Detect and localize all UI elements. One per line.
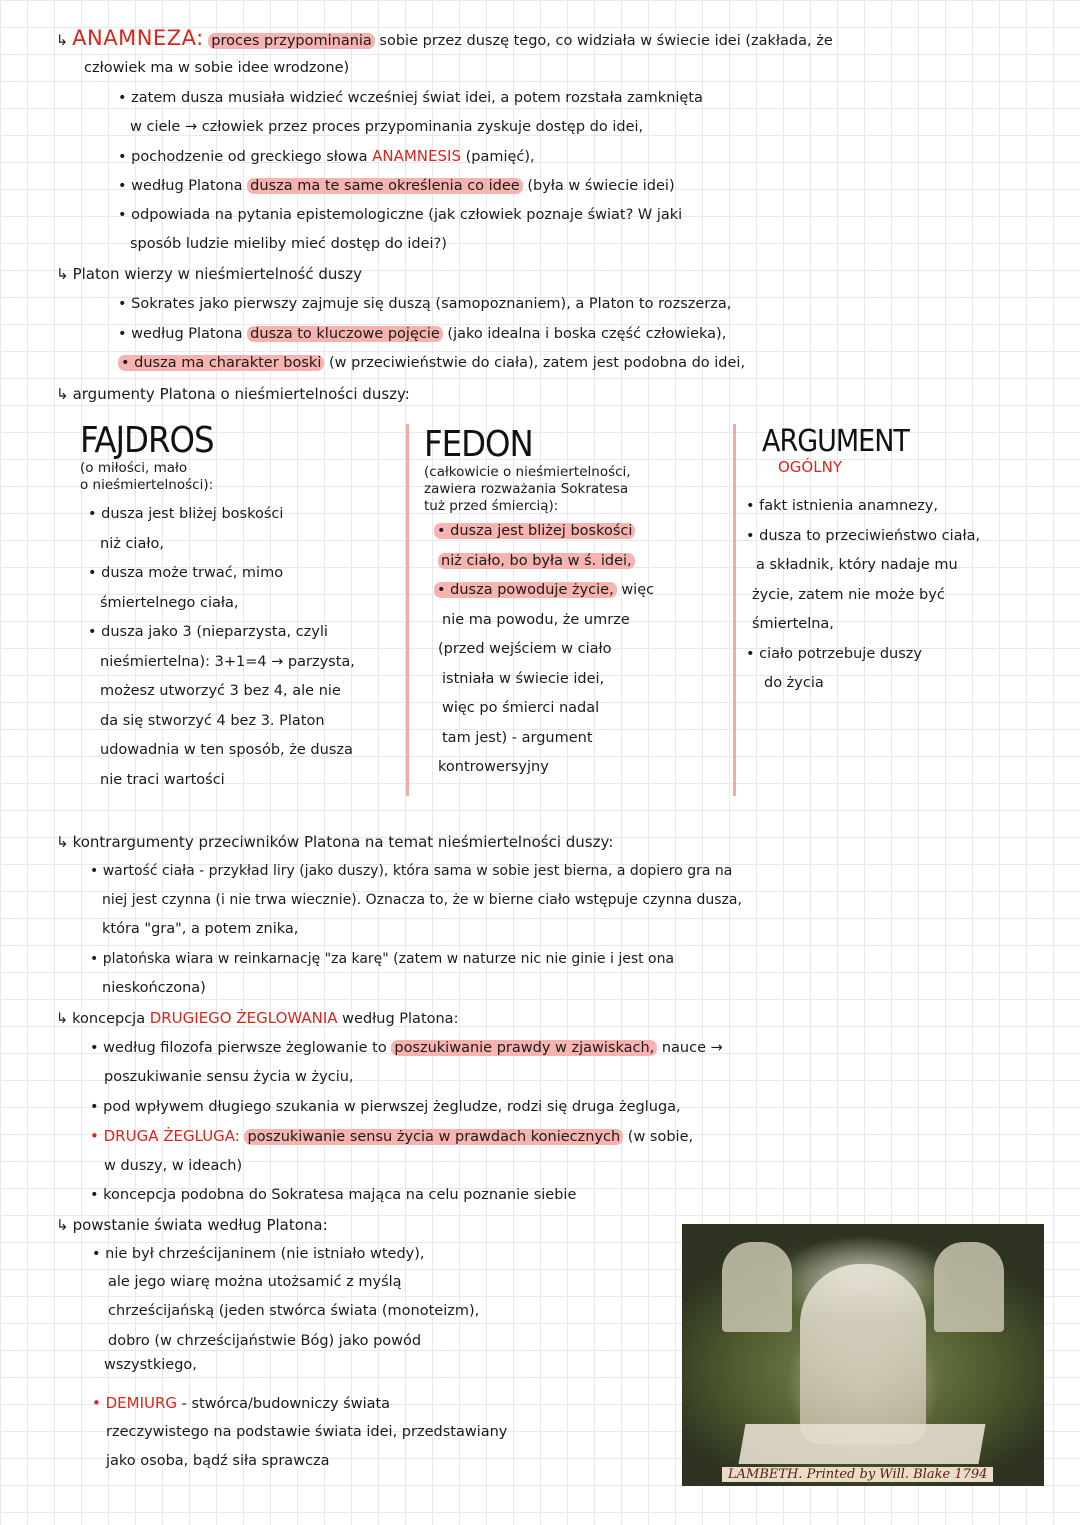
fajdros-line: • dusza jest bliżej boskości	[88, 506, 284, 522]
arrow-icon: ↳	[56, 265, 69, 283]
highlight: proces przypominania	[208, 33, 375, 49]
zeglowanie-line-3: • pod wpływem długiego szukania w pierwszej żegludze, rodzi się druga żegluga,	[90, 1099, 681, 1115]
column-divider	[733, 424, 736, 796]
powstanie-line-7: rzeczywistego na podstawie świata idei, przedstawiany	[106, 1424, 508, 1440]
highlight: • dusza jest bliżej boskości	[434, 523, 635, 539]
arrow-icon: ↳	[56, 1216, 69, 1234]
platon-bullet-2: • według Platona dusza to kluczowe pojęcie (jako idealna i boska część człowieka),	[118, 326, 727, 342]
image-caption: LAMBETH. Printed by Will. Blake 1794	[722, 1467, 993, 1482]
anamnesis-term: ANAMNESIS	[372, 147, 461, 165]
ogolny-line: śmiertelna,	[752, 616, 834, 632]
fajdros-title: FAJDROS	[80, 420, 214, 461]
ogolny-line: do życia	[764, 675, 824, 691]
powstanie-heading: ↳ powstanie świata według Platona:	[56, 1216, 328, 1234]
highlight: • dusza powoduje życie,	[434, 582, 617, 598]
powstanie-line-5: wszystkiego,	[104, 1357, 197, 1373]
fedon-line: kontrowersyjny	[438, 759, 549, 775]
ogolny-title: ARGUMENT	[762, 424, 909, 459]
anamneza-bullet-2: • pochodzenie od greckiego słowa ANAMNESIS (pamięć),	[118, 147, 535, 165]
powstanie-line-8: jako osoba, bądź siła sprawcza	[106, 1453, 330, 1469]
fajdros-line: śmiertelnego ciała,	[100, 594, 239, 611]
figure-shape	[800, 1264, 926, 1444]
ogolny-line: • ciało potrzebuje duszy	[746, 645, 922, 662]
zeglowanie-line-1: • według filozofa pierwsze żeglowanie to poszukiwanie prawdy w zjawiskach, nauce →	[90, 1040, 723, 1056]
highlight: niż ciało, bo była w ś. idei,	[438, 553, 635, 569]
fajdros-line: nie traci wartości	[100, 771, 225, 788]
fajdros-line: udowadnia w ten sposób, że dusza	[100, 742, 353, 758]
fedon-line: tam jest) - argument	[442, 729, 593, 746]
fedon-title: FEDON	[424, 424, 533, 465]
ogolny-line: • fakt istnienia anamnezy,	[746, 498, 938, 514]
column-ogolny	[746, 426, 1064, 703]
zeglowanie-heading: ↳ koncepcja DRUGIEGO ŻEGLOWANIA według Platona:	[56, 1009, 459, 1027]
kontr-line-1: • wartość ciała - przykład liry (jako duszy), która sama w sobie jest bierna, a dopiero gra na	[90, 863, 733, 879]
kontr-line-4: • platońska wiara w reinkarnację "za karę" (zatem w naturze nic nie ginie i jest ona	[90, 951, 675, 967]
anamneza-bullet-3: • według Platona dusza ma te same określenia co idee (była w świecie idei)	[118, 178, 675, 194]
kontr-heading: ↳ kontrargumenty przeciwników Platona na temat nieśmiertelności duszy:	[56, 833, 614, 851]
arrow-icon: ↳	[56, 33, 69, 49]
column-fedon: FEDON (całkowicie o nieśmiertelności, zawiera rozważania Sokratesa tuż przed śmiercią): • dusza jest bliżej boskości niż ciało, bo była w ś. idei, • dusza powoduje życie, więc nie ma powodu, że umrze (przed wejściem w ciało istniała w świecie idei, więc po śmierci nadal tam jest) - argument kontrowersyjny	[424, 426, 724, 787]
argumenty-heading: ↳ argumenty Platona o nieśmiertelności duszy:	[56, 385, 410, 403]
platon-bullet-1: • Sokrates jako pierwszy zajmuje się duszą (samopoznaniem), a Platon to rozszerza,	[118, 296, 732, 312]
zeglowanie-line-2: poszukiwanie sensu życia w życiu,	[104, 1069, 354, 1085]
highlight: poszukiwanie prawdy w zjawiskach,	[391, 1040, 657, 1056]
powstanie-line-6: • DEMIURG - stwórca/budowniczy świata	[92, 1394, 391, 1412]
highlight: dusza to kluczowe pojęcie	[247, 326, 443, 342]
anamneza-line-2: człowiek ma w sobie idee wrodzone)	[84, 60, 350, 76]
arrow-icon: ↳	[56, 1011, 69, 1027]
anamneza-heading: ANAMNEZA:	[72, 26, 204, 50]
fedon-line: nie ma powodu, że umrze	[442, 611, 630, 628]
platon-bullet-3: • dusza ma charakter boski (w przeciwieństwie do ciała), zatem jest podobna do idei,	[118, 353, 745, 373]
powstanie-line-2: ale jego wiarę można utożsamić z myślą	[108, 1274, 402, 1290]
arrow-icon: ↳	[56, 833, 69, 851]
column-fajdros: FAJDROS (o miłości, mało o nieśmiertelności): • dusza jest bliżej boskości niż ciało, • dusza może trwać, mimo śmiertelnego ciała, • dusza jako 3 (nieparzysta, czyli nieśmiertelna): 3+1=4 → parzysta, możesz utworzyć 3 bez 4, ale nie da się stworzyć 4 bez 3. Platon udowadnia w ten sposób, że dusza nie traci wartości	[80, 422, 396, 799]
fedon-line: więc po śmierci nadal	[442, 700, 600, 716]
kontr-line-5: nieskończona)	[102, 980, 206, 996]
ogolny-line: a składnik, który nadaje mu	[756, 557, 958, 573]
anamneza-bullet-4b: sposób ludzie mieliby mieć dostęp do idei?)	[130, 236, 447, 252]
anamneza-bullet-1b: w ciele → człowiek przez proces przypominania zyskuje dostęp do idei,	[130, 119, 644, 135]
highlight: poszukiwanie sensu życia w prawdach koniecznych	[244, 1129, 623, 1145]
zeglowanie-line-6: • koncepcja podobna do Sokratesa mająca na celu poznanie siebie	[90, 1187, 577, 1203]
kontr-line-3: która "gra", a potem znika,	[102, 921, 299, 937]
arrow-icon: ↳	[56, 385, 69, 403]
powstanie-line-4: dobro (w chrześcijaństwie Bóg) jako powód	[108, 1333, 422, 1349]
druga-zegluga-term: • DRUGA ŻEGLUGA:	[90, 1127, 240, 1145]
anamneza-line-1: ↳ ANAMNEZA: proces przypominania sobie przez duszę tego, co widziała w świecie idei (zakłada, że	[56, 26, 833, 50]
column-divider	[406, 424, 409, 796]
ogolny-line: życie, zatem nie może być	[752, 586, 945, 603]
fajdros-line: możesz utworzyć 3 bez 4, ale nie	[100, 683, 341, 699]
powstanie-line-3: chrześcijańską (jeden stwórca świata (monoteizm),	[108, 1303, 480, 1319]
fajdros-line: niż ciało,	[100, 535, 164, 552]
zeglowanie-term: DRUGIEGO ŻEGLOWANIA	[149, 1009, 338, 1027]
book-shape	[738, 1424, 985, 1464]
ogolny-line: • dusza to przeciwieństwo ciała,	[746, 527, 981, 544]
platon-heading: ↳ Platon wierzy w nieśmiertelność duszy	[56, 265, 362, 283]
fajdros-line: • dusza może trwać, mimo	[88, 565, 284, 581]
highlight: • dusza ma charakter boski	[118, 355, 324, 371]
demiurg-term: • DEMIURG	[92, 1394, 178, 1412]
fajdros-line: da się stworzyć 4 bez 3. Platon	[100, 712, 325, 729]
fedon-line: (przed wejściem w ciało	[438, 641, 612, 657]
zeglowanie-line-5: w duszy, w ideach)	[104, 1158, 243, 1174]
zeglowanie-line-4: • DRUGA ŻEGLUGA: poszukiwanie sensu życia w prawdach koniecznych (w sobie,	[90, 1127, 694, 1145]
powstanie-line-1: • nie był chrześcijaninem (nie istniało wtedy),	[92, 1246, 425, 1262]
highlight: dusza ma te same określenia co idee	[247, 178, 523, 194]
fajdros-line: • dusza jako 3 (nieparzysta, czyli	[88, 624, 328, 640]
blake-illustration	[682, 1224, 1044, 1486]
anamneza-bullet-4a: • odpowiada na pytania epistemologiczne (jak człowiek poznaje świat? W jaki	[118, 207, 683, 223]
anamneza-bullet-1a: • zatem dusza musiała widzieć wcześniej świat idei, a potem rozstała zamknięta	[118, 90, 703, 106]
kontr-line-2: niej jest czynna (i nie trwa wiecznie). Oznacza to, że w bierne ciało wstępuje czynna dusza,	[102, 892, 742, 908]
ogolny-subtitle: OGÓLNY	[778, 458, 842, 476]
fedon-line: istniała w świecie idei,	[442, 670, 605, 687]
fajdros-line: nieśmiertelna): 3+1=4 → parzysta,	[100, 653, 355, 670]
